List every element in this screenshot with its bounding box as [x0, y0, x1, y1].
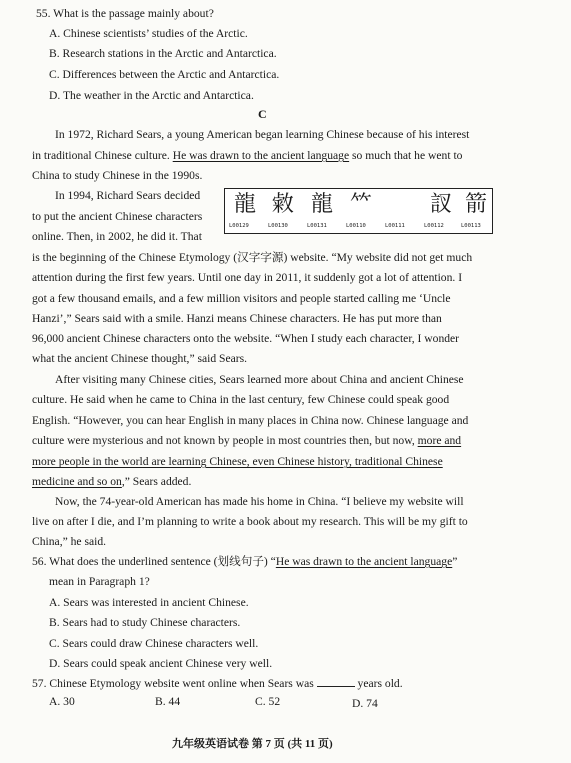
q56-option-c: C. Sears could draw Chinese characters well. [49, 637, 259, 650]
p3-line3: English. “However, you can hear English in many places in China now. Chinese language and [32, 414, 469, 427]
p2-line5: attention during the first few years. Until one day in 2011, it suddenly got a lot of attention. I [32, 271, 463, 284]
p4-line1: Now, the 74-year-old American has made his home in China. “I believe my website will [55, 495, 464, 508]
q56-stem-line2: mean in Paragraph 1? [49, 575, 150, 588]
p2-line6: got a few thousand emails, and a few million visitors and people started calling me ‘Uncle [32, 292, 451, 305]
ancient-character-2: 敹 [272, 192, 295, 217]
ancient-characters-figure [224, 188, 493, 234]
q55-option-b: B. Research stations in the Arctic and Antarctica. [49, 47, 277, 60]
ancient-character-6: 訍 [430, 192, 453, 217]
page-footer: 九年级英语试卷 第 7 页 (共 11 页) [172, 738, 333, 750]
p1-line1: In 1972, Richard Sears, a young American began learning Chinese because of his interest [55, 128, 470, 141]
q56-option-d: D. Sears could speak ancient Chinese very well. [49, 657, 273, 670]
section-label: C [258, 107, 267, 121]
p3-underlined-end: medicine and so on [32, 475, 122, 488]
q55-option-d: D. The weather in the Arctic and Antarctica. [49, 89, 254, 102]
character-code-7: L00113 [461, 223, 481, 229]
character-code-3: L00131 [307, 223, 327, 229]
q55-stem: 55. What is the passage mainly about? [36, 7, 214, 20]
p4-line2: live on after I die, and I’m planning to write a book about my research. This will be my gift to [32, 515, 468, 528]
character-code-5: L00111 [385, 223, 405, 229]
ancient-character-1: 龍 [234, 192, 257, 217]
q57-option-c: C. 52 [255, 695, 281, 708]
q57-option-b: B. 44 [155, 695, 181, 708]
p3-underlined-start: more and [417, 434, 462, 447]
p2-line9: what the ancient Chinese thought,” said Sears. [32, 352, 248, 365]
q57-option-a: A. 30 [49, 695, 75, 708]
underlined-sentence: He was drawn to the ancient language [172, 149, 350, 162]
p3-text-end: ,” Sears added. [121, 475, 192, 488]
q56-stem-close: ” [452, 555, 458, 568]
q56-stem [32, 552, 457, 573]
p2-line8: 96,000 ancient Chinese characters onto the website. “When I study each character, I wonder [32, 332, 460, 345]
p1-text: in traditional Chinese culture. [32, 149, 173, 162]
q55-option-a: A. Chinese scientists’ studies of the Arctic. [49, 27, 248, 40]
p3-line5: more people in the world are learning Chinese, even Chinese history, traditional Chinese [32, 455, 443, 468]
ancient-character-3: 龍 [311, 192, 334, 217]
q57-stem-end: years old. [354, 677, 403, 690]
ancient-character-4: 𥫗 [350, 192, 373, 217]
q56-stem-text: 56. What does the underlined sentence (划线句子) “ [32, 555, 276, 568]
p1-line2 [32, 146, 462, 167]
p3-line6 [32, 472, 191, 493]
character-code-2: L00130 [268, 223, 288, 229]
p2-line2: to put the ancient Chinese characters [32, 210, 203, 223]
q56-quoted-sentence: He was drawn to the ancient language [275, 555, 453, 568]
q57-option-d: D. 74 [352, 697, 378, 710]
ancient-character-7: 箭 [465, 192, 488, 217]
character-code-4: L00110 [346, 223, 366, 229]
q57-stem [32, 674, 403, 695]
p2-line4: is the beginning of the Chinese Etymology (汉字字源) website. “My website did not get much [32, 251, 473, 264]
character-code-1: L00129 [229, 223, 249, 229]
answer-blank [317, 675, 355, 687]
q56-option-a: A. Sears was interested in ancient Chinese. [49, 596, 249, 609]
p3-line4 [32, 431, 461, 452]
character-code-6: L00112 [424, 223, 444, 229]
q57-stem-text: 57. Chinese Etymology website went online when Sears was [32, 677, 314, 690]
q56-option-b: B. Sears had to study Chinese characters. [49, 616, 241, 629]
p4-line3: China,” he said. [32, 535, 107, 548]
p3-text: culture were mysterious and not known by people in most countries then, but now, [32, 434, 418, 447]
p3-line2: culture. He said when he came to China in the last century, few Chinese could speak good [32, 393, 450, 406]
p3-line1: After visiting many Chinese cities, Sears learned more about China and ancient Chinese [55, 373, 464, 386]
p2-line1: In 1994, Richard Sears decided [55, 189, 201, 202]
p2-line3: online. Then, in 2002, he did it. That [32, 230, 202, 243]
p1-line3: China to study Chinese in the 1990s. [32, 169, 203, 182]
q55-option-c: C. Differences between the Arctic and Antarctica. [49, 68, 280, 81]
p2-line7: Hanzi’,” Sears said with a smile. Hanzi means Chinese characters. He has put more than [32, 312, 442, 325]
p1-text-end: so much that he went to [349, 149, 463, 162]
